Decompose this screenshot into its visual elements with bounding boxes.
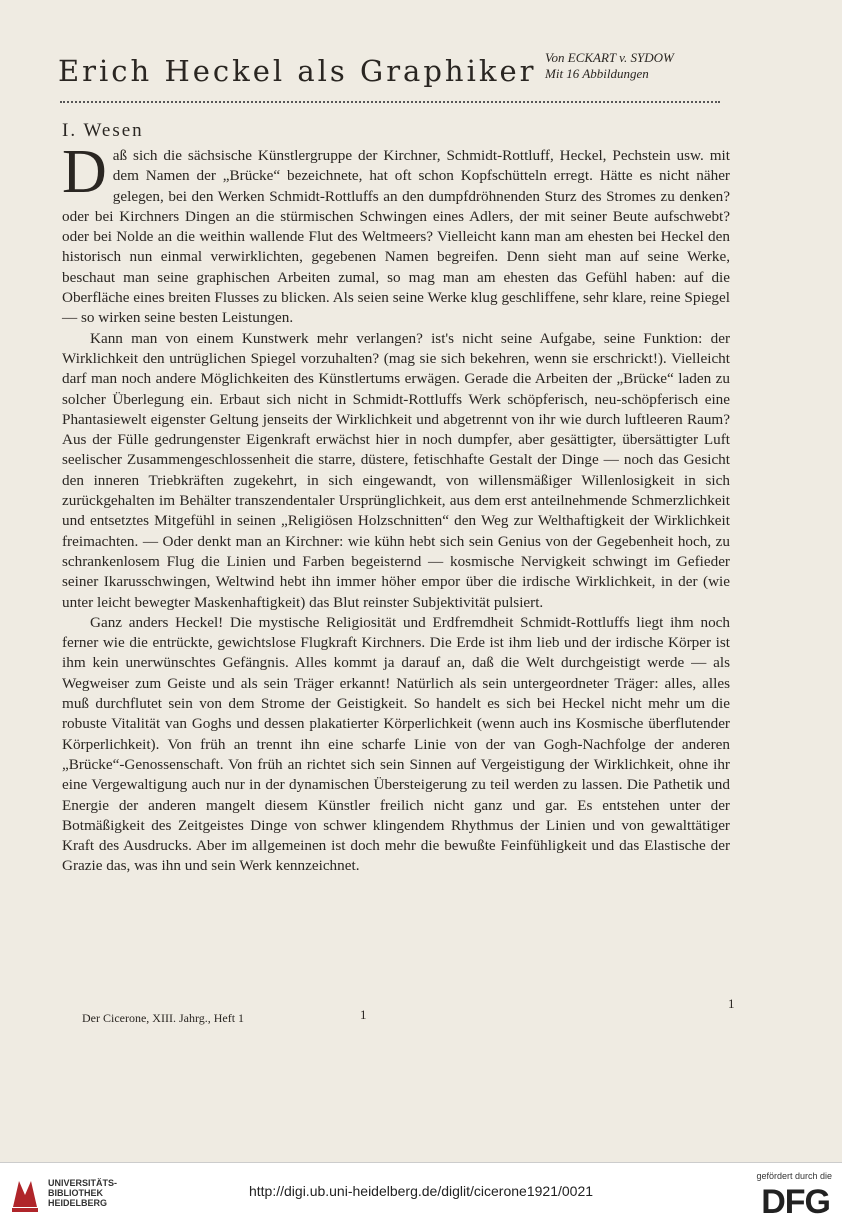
section-heading: I. Wesen — [62, 120, 144, 141]
funded-by-label: gefördert durch die — [756, 1171, 832, 1181]
paragraph-3: Ganz anders Heckel! Die mystische Religiosität und Erdfremdheit Schmidt-Rottluffs liegt ihm noch ferner wie die entrückte, gewichtslose Flugkraft Kirchners. Die Erde ist ihm lieb und der irdische Körper ist ihm kein unerwünschtes Gefängnis. Alles kommt ja darauf an, daß die Welt durchgeistigt werde — als Wegweiser zum Geiste und als sein Träger erkannt! Natürlich als sein untergeordneter Träger: alles, alles muß durchflutet sein von dem Strome der Geistigkeit. So handelt es sich bei Heckel nicht mehr um die robuste Vitalität van Goghs und dessen plakatierter Körperlichkeit (wenn auch ins Kosmische überflutender Körperlichkeit). Von früh an trennt ihn eine scharfe Linie von der van Gogh-Nachfolge der anderen „Brücke“-Genossenschaft. Von früh an richtet sich sein Sinnen auf Vergeistigung der Wirklichkeit, ohne ihr eine Vergewaltigung auch nur in der dynamischen Übersteigerung zu teil werden zu lassen. Die Pathetik und Energie der anderen mangelt diesem Künstler freilich nicht ganz und gar. Es entstehen unter der Botmäßigkeit des Zeitgeistes Dinge von schwer klingendem Rhythmus der Linien und von gewalttätiger Kraft des Ausdrucks. Aber im allgemeinen ist doch mehr die bewußte Feinfühligkeit und das Elastische der Grazie das, was ihn und sein Werk kennzeichnet. — [62, 613, 730, 875]
institution-line-1: UNIVERSITÄTS- — [48, 1178, 118, 1188]
footer-center-number: 1 — [360, 1007, 367, 1022]
page-number: 1 — [728, 996, 735, 1011]
article-title: Erich Heckel als Graphiker — [58, 54, 537, 88]
viewer-footer-bar — [0, 1162, 842, 1228]
byline — [545, 50, 674, 82]
drop-cap: D — [62, 138, 107, 206]
paragraph-2: Kann man von einem Kunstwerk mehr verlangen? ist's nicht seine Aufgabe, seine Funktion: der Wirklichkeit den untrüglichen Spiegel vorzuhalten? (mag sie sich bekehren, wenn sie erschrickt!). Vielleicht darf man noch andere Möglichkeiten des Künstlertums erwägen. Gerade die Arbeiten der „Brücke“ laden zu solcher Überlegung ein. Erbaut sich nicht in Schmidt-Rottluffs Werk schöpferisch, neu-schöpferisch eine Phantasiewelt eigenster Geltung jenseits der Wirklichkeit und abgetrennt von ihr wie durch luftleeren Raum? Aus der Fülle gedrungenster Eigenkraft erwächst hier in noch dumpfer, aber gesättigter, übersättigter Luft seelischer Zusammengeschlossenheit die starre, düstere, fetischhafte Gestalt der Dinge — noch das Gesicht den inneren Triebkräften zugekehrt, in sich eingewandt, von willensmäßiger Willenlosigkeit in sich zurückgehalten im Behälter transzendentaler Ursprünglichkeit, aus dem erst anteilnehmende Schmerzlichkeit und entsetztes Mitgefühl in seinen „Religiösen Holzschnitten“ den Weg zur Welthaftigkeit der Wirklichkeit freimachten. — Oder denkt man an Kirchner: wie kühn hebt sich sein Genius von der Gegebenheit hoch, zu schrankenlosem Flug die Linien und Farben begeisternd — kosmische Nervigkeit schwingt im Gefieder seiner Ikarusschwingen, Weltwind hebt ihn immer höher empor über die irdische Wirklichkeit, in der (wie unter leicht bewegter Maskenhaftigkeit) das Blut reinster Subjektivität pulsiert. — [62, 329, 730, 611]
paragraph-1 — [62, 138, 730, 329]
footer-journal: Der Cicerone, XIII. Jahrg., Heft 1 — [82, 1011, 245, 1025]
illustrations-line: Mit 16 Abbildungen — [545, 66, 649, 81]
dfg-logo: DFG — [761, 1183, 830, 1221]
paragraph-1-text: aß sich die sächsische Künstlergruppe der Kirchner, Schmidt-Rottluff, Heckel, Pechstein usw. mit dem Namen der „Brücke“ bezeichnete, hat oft schon Kopfschütteln erregt. Hätte es nicht näher gelegen, bei den Werken Schmidt-Rottluffs an den dumpfdröhnenden Sturz des Stromes zu denken? oder bei Kirchners Dingen an die stürmischen Schwingen eines Adlers, der mit seiner Beute aufschwebt? oder bei Nolde an die weithin wallende Flut des Weltmeers? Vielleicht kann man am ehesten bei Heckel den historisch nun einmal verwirklichten, gegebenen Namen begreifen. Denn sieht man auf seine Werke, beschaut man seine graphischen Arbeiten zumal, so mag man am ehesten das Gefühl haben: auf die Oberfläche eines breiten Flusses zu blicken. Als seien seine Werke klug geschliffene, sehr klare, reine Spiegel — so wirken seine besten Leistungen. — [62, 147, 730, 327]
author-line: Von ECKART v. SYDOW — [545, 50, 674, 65]
institution-line-3: HEIDELBERG — [48, 1198, 108, 1208]
source-url-link[interactable]: http://digi.ub.uni-heidelberg.de/diglit/cicerone1921/0021 — [248, 1183, 594, 1199]
article-body — [62, 138, 730, 877]
dotted-divider — [60, 101, 720, 103]
institution-line-2: BIBLIOTHEK — [48, 1188, 103, 1198]
